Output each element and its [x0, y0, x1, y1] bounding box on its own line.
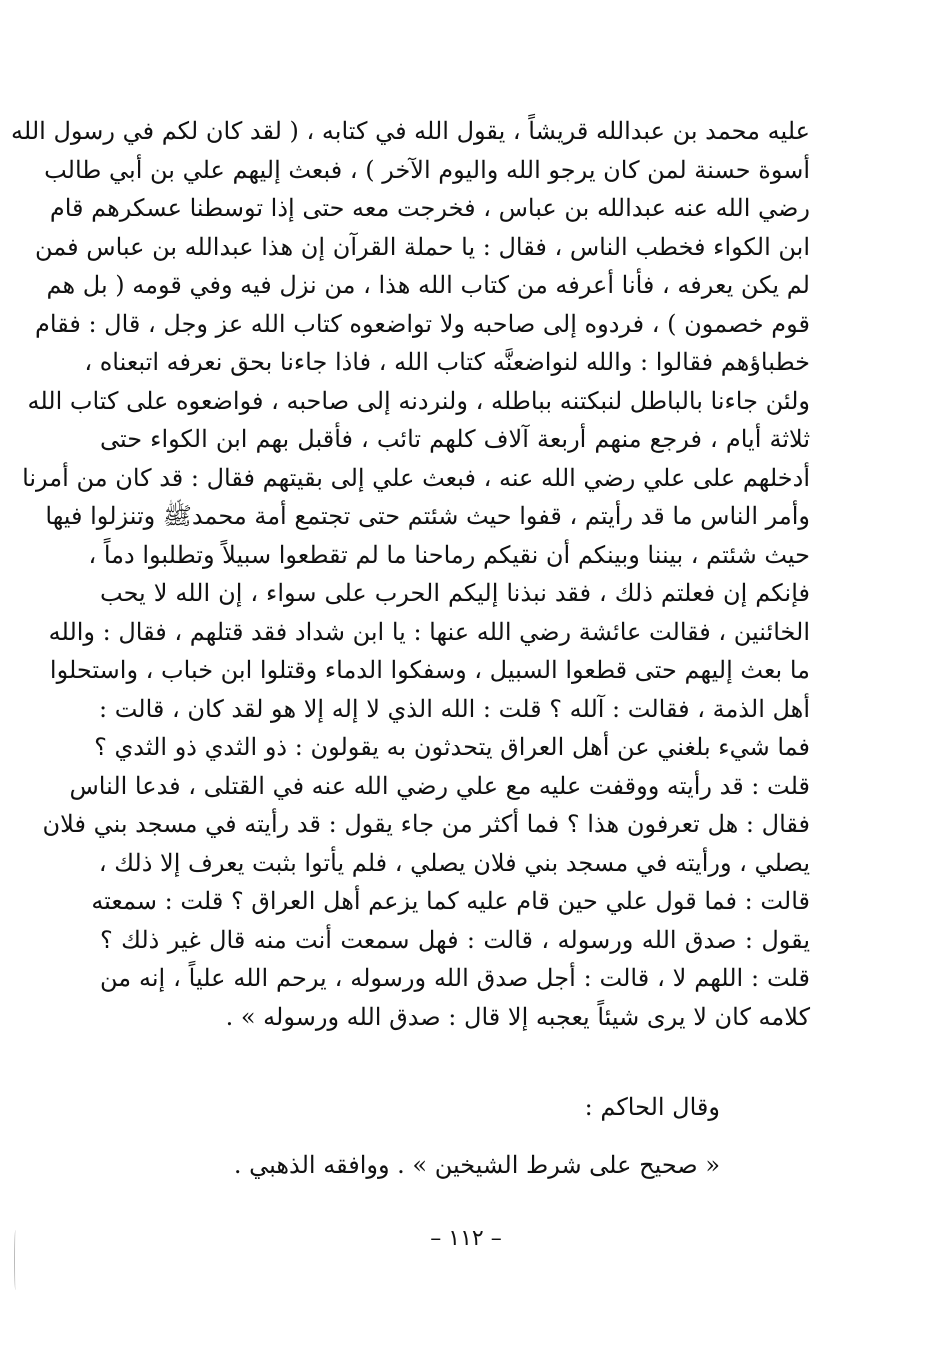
text-line: وأمر الناس ما قد رأيتم ، قفوا حيث شئتم حتى تجتمع أمة محمدﷺ وتنزلوا فيها: [45, 502, 810, 530]
hakim-intro: وقال الحاكم :: [584, 1093, 720, 1121]
text-line: عليه محمد بن عبدالله قريشاً ، يقول الله في كتابه ، ( لقد كان لكم في رسول الله: [11, 117, 810, 145]
text-line: ابن الكواء فخطب الناس ، فقال : يا حملة القرآن إن هذا عبدالله بن عباس فمن: [35, 232, 810, 261]
text-line: رضي الله عنه عبدالله بن عباس ، فخرجت معه حتى إذا توسطنا عسكرهم قام: [49, 194, 810, 222]
text-line: فما شيء بلغني عن أهل العراق يتحدثون به يقولون : ذو الثدي ذو الثدي ؟: [94, 733, 810, 761]
text-line: الخائنين ، فقالت عائشة رضي الله عنها : يا ابن شداد فقد قتلهم ، فقال : والله: [48, 617, 810, 646]
text-line: خطباؤهم فقالوا : والله لنواضعنَّه كتاب الله ، فاذا جاءنا بحق نعرفه اتبعناه ،: [84, 348, 810, 376]
text-line: فقال : هل تعرفون هذا ؟ فما أكثر من جاء يقول : قد رأيته في مسجد بني فلان: [42, 810, 810, 838]
text-line: قلت : قد رأيته ووقفت عليه مع علي رضي الله عنه في القتلى ، فدعا الناس: [69, 771, 810, 800]
hadith-verdict: « صحيح على شرط الشيخين » . ووافقه الذهبي .: [233, 1151, 720, 1179]
page-edge-mark: [14, 1230, 17, 1290]
text-line: يقول : صدق الله ورسوله ، قالت : فهل سمعت أنت منه قال غير ذلك ؟: [100, 925, 810, 954]
text-line: ثلاثة أيام ، فرجع منهم أربعة آلاف كلهم تائب ، فأقبل بهم ابن الكواء حتى: [100, 425, 810, 453]
text-line: أهل الذمة ، فقالت : آلله ؟ قلت : الله الذي لا إله إلا هو لقد كان ، قالت :: [99, 694, 810, 723]
page-number: – ١١٢ –: [430, 1226, 502, 1251]
text-line: قلت : اللهم لا ، قالت : أجل صدق الله ورسوله ، يرحم الله علياً ، إنه من: [100, 964, 810, 992]
body-text: [11, 112, 810, 1036]
text-line: لم يكن يعرفه ، فأنا أعرفه من كتاب الله هذا ، من نزل فيه وفي قومه ( بل هم: [46, 271, 810, 299]
text-line: حيث شئتم ، بيننا وبينكم أن نقيكم رماحنا ما لم تقطعوا سبيلاً وتطلبوا دماً ،: [88, 540, 810, 569]
text-line-last: كلامه كان لا يرى شيئاً يعجبه إلا قال : صدق الله ورسوله » .: [225, 1002, 810, 1031]
text-line: أسوة حسنة لمن كان يرجو الله واليوم الآخر ) ، فبعث إليهم علي بن أبي طالب: [44, 155, 810, 184]
text-line: ما بعث إليهم حتى قطعوا السبيل ، وسفكوا الدماء وقتلوا ابن خباب ، واستحلوا: [49, 656, 810, 684]
text-line: يصلي ، ورأيته في مسجد بني فلان يصلي ، فلم يأتوا بثبت يعرف إلا ذلك ،: [98, 848, 810, 877]
text-line: قوم خصمون ) ، فردوه إلى صاحبه ولا تواضعوه كتاب الله عز وجل ، قال : فقام: [35, 309, 810, 338]
text-line: أدخلهم على علي رضي الله عنه ، فبعث علي إلى بقيتهم فقال : قد كان من أمرنا: [22, 463, 810, 492]
text-line: قالت : فما قول علي حين قام عليه كما يزعم أهل العراق ؟ قلت : سمعته: [91, 887, 810, 915]
text-line: ولئن جاءنا بالباطل لنبكتنه بباطله ، ولنردنه إلى صاحبه ، فواضعوه على كتاب الله: [27, 386, 810, 415]
text-line: فإنكم إن فعلتم ذلك ، فقد نبذنا إليكم الحرب على سواء ، إن الله لا يحب: [100, 579, 810, 607]
